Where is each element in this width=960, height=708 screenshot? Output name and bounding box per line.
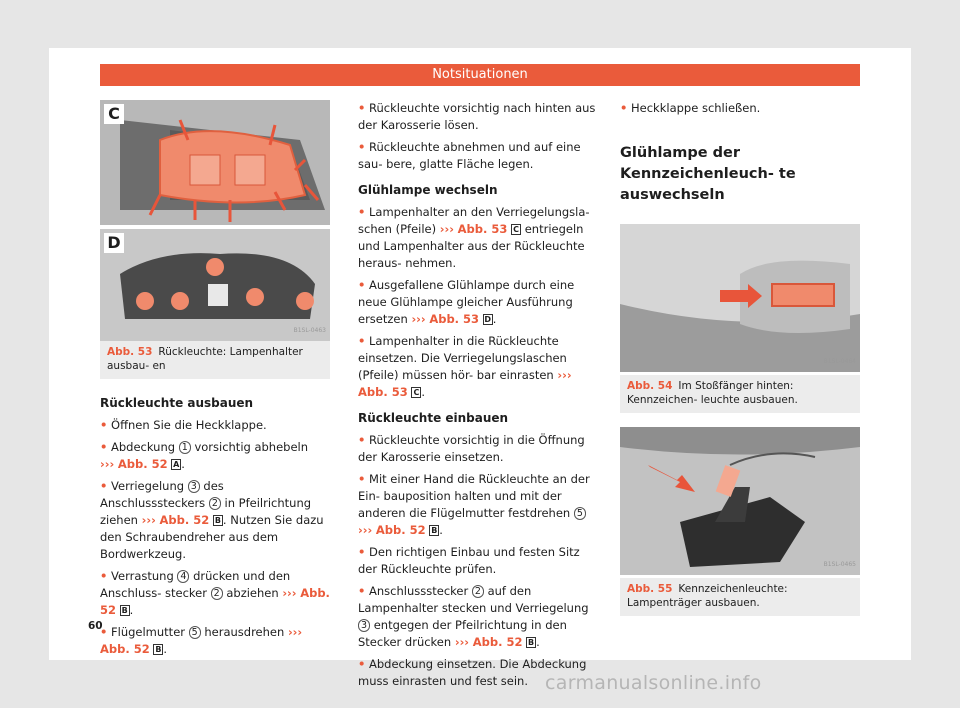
column-1: [100, 100, 330, 663]
step: • Verriegelung 3 des Anschlusssteckers 2 in Pfeilrichtung ziehen ››› Abb. 52 B . Nutzen Sie dazu den Schraubendreher aus dem Bordwerkzeug.: [100, 479, 324, 561]
step: • Mit einer Hand die Rückleuchte an der Ein- bauposition halten und mit der anderen die Flügelmutter festdrehen 5 ››› Abb. 52 B .: [358, 472, 590, 537]
figure-code: B1SL-0464: [823, 358, 856, 365]
figure-53: [100, 100, 330, 379]
step: • Verrastung 4 drücken und den Anschluss- stecker 2 abziehen ››› Abb. 52 B .: [100, 569, 330, 617]
figure-link[interactable]: Abb. 52: [117, 457, 168, 471]
page-number: 60: [88, 620, 103, 632]
figure-54-caption: [620, 375, 860, 413]
figure-code: B1SL-0465: [823, 561, 856, 568]
column-2: [358, 100, 602, 695]
step: • Rückleuchte vorsichtig in die Öffnung der Karosserie einsetzen.: [358, 433, 585, 464]
figure-number: Abb. 54: [627, 380, 673, 392]
figure-link[interactable]: Abb. 52: [100, 642, 150, 656]
figure-number: Abb. 55: [627, 583, 673, 595]
figure-53-caption: [100, 341, 330, 379]
bumper-illustration: [620, 224, 860, 372]
heading-gluehlampe-wechseln: Glühlampe wechseln: [358, 183, 498, 197]
step: • Öffnen Sie die Heckklappe.: [100, 418, 267, 432]
step: • Rückleuchte vorsichtig nach hinten aus der Karosserie lösen.: [358, 101, 596, 132]
lamp-carrier-illustration: [620, 427, 860, 575]
step: • Lampenhalter in die Rückleuchte einsetzen. Die Verriegelungslaschen (Pfeile) müssen hör- bar einrasten ››› Abb. 53 C .: [358, 334, 572, 399]
figure-link[interactable]: Abb. 53: [429, 312, 480, 326]
step: • Rückleuchte abnehmen und auf eine sau- bere, glatte Fläche legen.: [358, 140, 581, 171]
figure-54: [620, 224, 860, 413]
step: • Den richtigen Einbau und festen Sitz der Rückleuchte prüfen.: [358, 545, 580, 576]
step: • Ausgefallene Glühlampe durch eine neue Glühlampe gleicher Ausführung ersetzen ››› Abb. 53 D .: [358, 278, 575, 326]
section-header: Notsituationen: [100, 64, 860, 86]
step: • Abdeckung 1 vorsichtig abhebeln ››› Abb. 52 A .: [100, 440, 309, 471]
figure-link[interactable]: Abb. 52: [159, 513, 210, 527]
heading-rueckleuchte-einbauen: Rückleuchte einbauen: [358, 411, 509, 425]
figure-55-image: [620, 427, 860, 575]
figure-link[interactable]: Abb. 53: [457, 222, 508, 236]
figure-label-d: D: [104, 233, 124, 253]
step: • Lampenhalter an den Verriegelungsla- schen (Pfeile) ››› Abb. 53 C entriegeln und Lampenhalter aus der Rückleuchte heraus- nehmen.: [358, 205, 590, 270]
figure-number: Abb. 53: [107, 346, 153, 358]
figure-53-image-d: [100, 229, 330, 341]
heading-kennzeichenleuchte: Glühlampe der Kennzeichenleuch- te auswechseln: [620, 145, 796, 203]
figure-link[interactable]: Abb. 52: [375, 523, 426, 537]
step: • Abdeckung einsetzen. Die Abdeckung muss einrasten und fest sein.: [358, 657, 587, 688]
step: • Heckklappe schließen.: [620, 101, 761, 115]
figure-code: B1SL-0463: [293, 327, 326, 334]
figure-54-image: [620, 224, 860, 372]
figure-label-c: C: [104, 104, 124, 124]
heading-rueckleuchte-ausbauen: Rückleuchte ausbauen: [100, 396, 254, 410]
figure-link[interactable]: Abb. 52: [100, 586, 330, 617]
figure-link[interactable]: Abb. 52: [472, 635, 523, 649]
caption-text: Kennzeichenleuchte: Lampenträger ausbauen.: [627, 583, 788, 609]
caption-text: Rückleuchte: Lampenhalter ausbau- en: [107, 346, 303, 372]
step: • Flügelmutter 5 herausdrehen ››› Abb. 52 B .: [100, 625, 303, 656]
figure-55: [620, 427, 860, 616]
step: • Anschlussstecker 2 auf den Lampenhalter stecken und Verriegelung 3 entgegen der Pfeilrichtung in den Stecker drücken ››› Abb. 52 B .: [358, 584, 589, 649]
figure-53-image-c: [100, 100, 330, 225]
watermark: carmanualsonline.info: [545, 672, 762, 694]
figure-link[interactable]: Abb. 53: [358, 385, 408, 399]
figure-55-caption: [620, 578, 860, 616]
taillight-housing-illustration: [100, 100, 330, 225]
column-3: [620, 100, 860, 616]
caption-text: Im Stoßfänger hinten: Kennzeichen- leuchte ausbauen.: [627, 380, 798, 406]
